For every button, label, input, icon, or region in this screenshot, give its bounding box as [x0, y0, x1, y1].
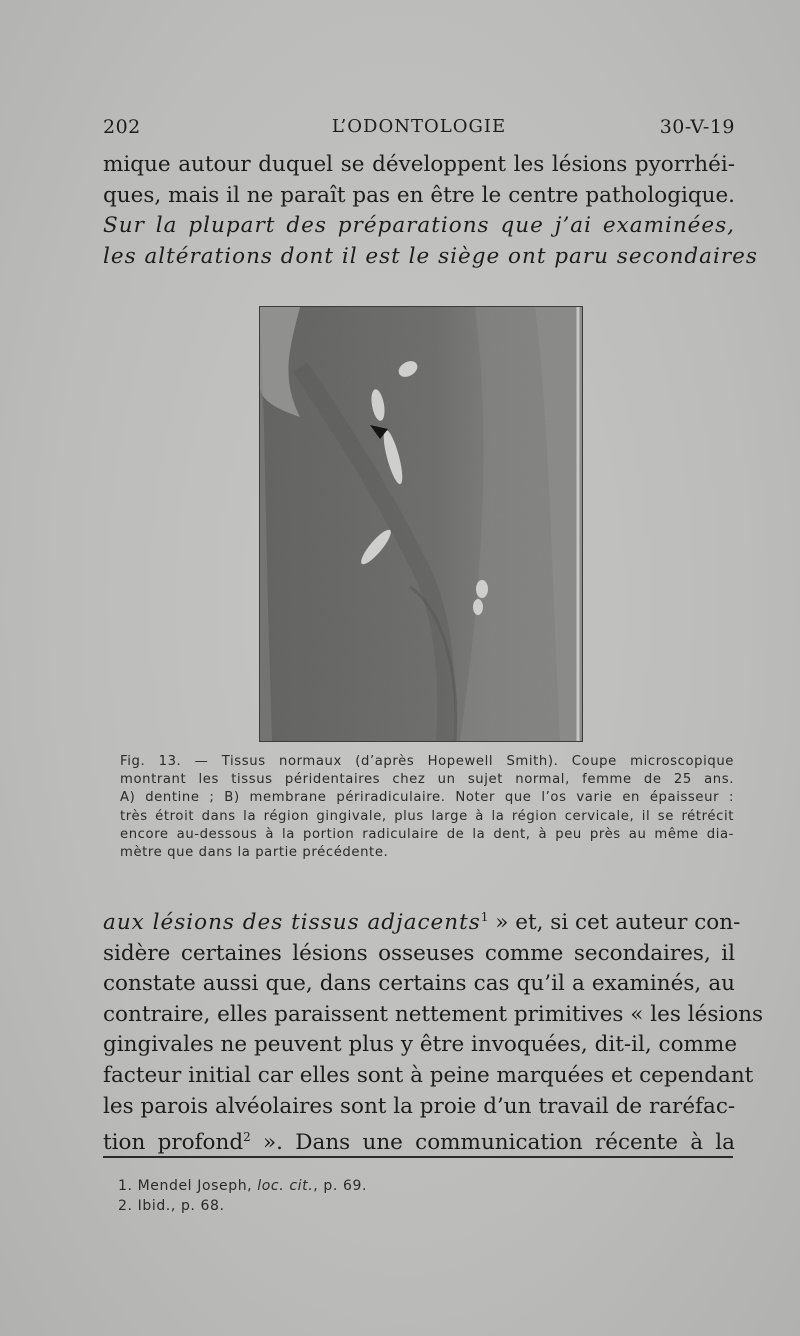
issue-date: 30-V-19 [659, 116, 735, 138]
paragraph-top [103, 150, 758, 272]
text-line: sidère certaines lésions osseuses comme secondaires, il [103, 940, 735, 966]
text-line: gingivales ne peuvent plus y être invoquées, dit-il, comme [103, 1032, 738, 1058]
caption-line: encore au-dessous à la portion radiculaire de la dent, à peu près au même dia- [120, 826, 734, 842]
text-span: tion profond [103, 1130, 244, 1156]
caption-line: A) dentine ; B) membrane périradiculaire. Noter que l’os varie en épaisseur : [120, 790, 734, 806]
caption-line: très étroit dans la région gingivale, plus large à la région cervicale, il se rétrécit [120, 808, 734, 824]
footnote-rule [103, 1156, 733, 1158]
text-line [103, 1122, 735, 1159]
text-line-italic: Sur la plupart des préparations que j’ai examinées, [103, 213, 735, 239]
running-header [103, 116, 735, 144]
footnotes [118, 1176, 718, 1216]
text-line: facteur initial car elles sont à peine marquées et cependant [103, 1062, 754, 1088]
footnote-1 [118, 1176, 718, 1196]
text-line: contraire, elles paraissent nettement primitives « les lésions [103, 1001, 764, 1027]
micrograph-image [260, 307, 582, 741]
footnote-text: , p. 69. [313, 1178, 368, 1194]
caption-line: Fig. 13. — Tissus normaux (d’après Hopewell Smith). Coupe microscopique [120, 754, 734, 769]
text-line: les parois alvéolaires sont la proie d’un travail de raréfac- [103, 1093, 736, 1119]
footnote-source: loc. cit. [257, 1178, 314, 1194]
footnote-2: 2. Ibid., p. 68. [118, 1198, 225, 1214]
footnote-marker: 2 [243, 1130, 251, 1145]
text-line: mique autour duquel se développent les lésions pyorrhéi- [103, 152, 735, 177]
paragraph-bottom [103, 902, 764, 1159]
microscopy-figure [259, 306, 583, 742]
footnote-marker: 1 [480, 910, 489, 924]
caption-line: mètre que dans la partie précédente. [120, 845, 389, 861]
text-line: ques, mais il ne paraît pas en être le centre pathologique. [103, 182, 735, 208]
text-span: » et, si cet auteur con- [488, 910, 741, 935]
footnote-text: 1. Mendel Joseph, [118, 1178, 258, 1194]
journal-title: L’ODONTOLOGIE [331, 116, 507, 137]
text-line-italic: les altérations dont il est le siège ont paru secondaires [103, 243, 758, 269]
caption-line: montrant les tissus péridentaires chez un sujet normal, femme de 25 ans. [120, 772, 734, 788]
text-line [103, 902, 741, 939]
quote-italic: aux lésions des tissus adjacents [103, 910, 481, 935]
text-span: ». Dans une communication récente à la [250, 1130, 736, 1156]
page-number: 202 [103, 116, 141, 138]
text-line: constate aussi que, dans certains cas qu’il a examinés, au [103, 971, 735, 997]
figure-caption [120, 753, 734, 862]
